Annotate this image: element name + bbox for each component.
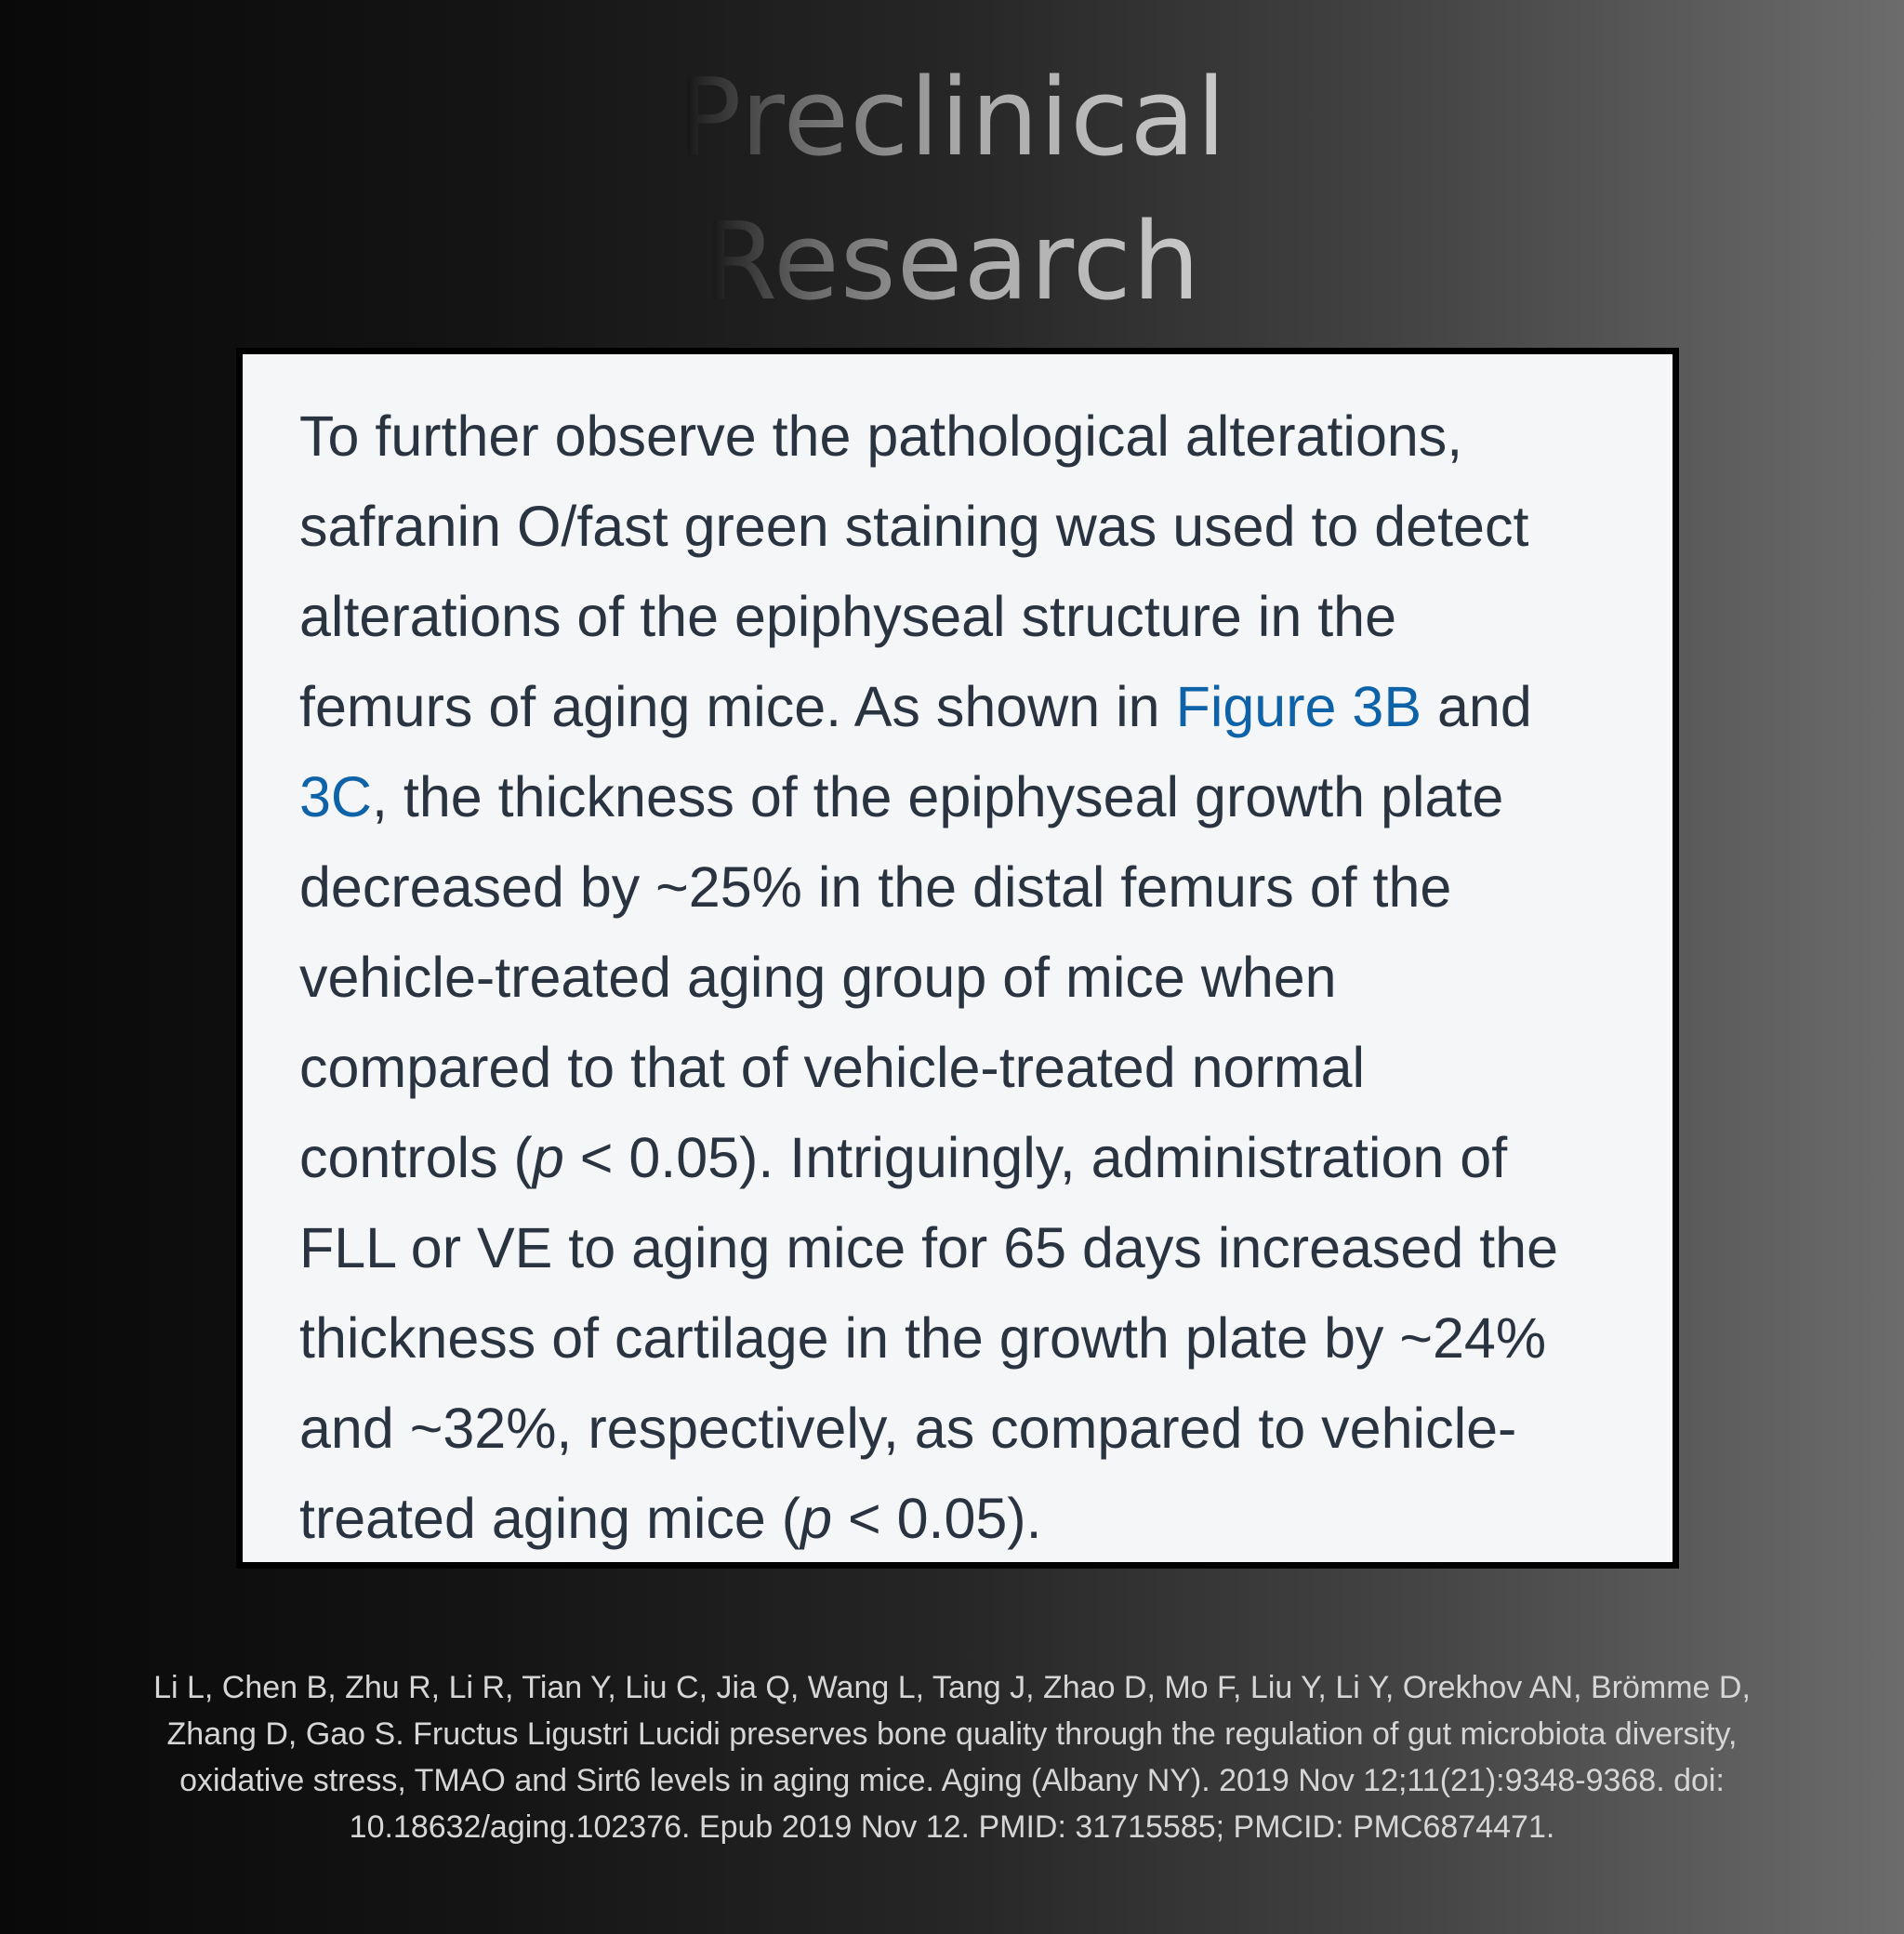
excerpt-line: FLL or VE to aging mice for 65 days increased the [299, 1216, 1559, 1279]
excerpt-text: < 0.05). [832, 1487, 1042, 1550]
excerpt-line: decreased by ~25% in the distal femurs of the [299, 855, 1452, 919]
excerpt-line: To further observe the pathological alterations, [299, 404, 1463, 468]
figure-3c-link[interactable]: 3C [299, 765, 372, 828]
excerpt-paragraph [299, 391, 1666, 1564]
excerpt-line: compared to that of vehicle-treated normal [299, 1036, 1366, 1099]
excerpt-line [299, 752, 1666, 842]
excerpt-text: treated aging mice ( [299, 1487, 801, 1550]
excerpt-text: femurs of aging mice. As shown in [299, 675, 1176, 738]
excerpt-line [299, 1474, 1666, 1564]
excerpt-line: and ~32%, respectively, as compared to vehicle- [299, 1397, 1517, 1460]
excerpt-line [299, 1113, 1666, 1203]
excerpt-text: controls ( [299, 1126, 533, 1189]
p-value-symbol: p [800, 1487, 833, 1550]
excerpt-text: and [1421, 675, 1532, 738]
excerpt-line: alterations of the epiphyseal structure in the [299, 585, 1397, 648]
excerpt-text: , the thickness of the epiphyseal growth plate [371, 765, 1504, 828]
figure-3b-link[interactable]: Figure 3B [1175, 675, 1422, 738]
excerpt-card [236, 348, 1679, 1569]
p-value-symbol: p [532, 1126, 564, 1189]
page-title [0, 46, 1904, 335]
excerpt-line [299, 662, 1666, 752]
citation: Li L, Chen B, Zhu R, Li R, Tian Y, Liu C, Jia Q, Wang L, Tang J, Zhao D, Mo F, Liu Y, Li Y, Orekhov AN, Brömme D, Zhang D, Gao S. Fructus Ligustri Lucidi preserves bone quality through the regulation of gut microbiota diversity, oxidative stress, TMAO and Sirt6 levels in aging mice. Aging (Albany NY). 2019 Nov 12;11(21):9348-9368. doi: 10.18632/aging.102376. Epub 2019 Nov 12. PMID: 31715585; PMCID: PMC6874471. [153, 1670, 1751, 1845]
excerpt-text: < 0.05). Intriguingly, administration of [563, 1126, 1508, 1189]
excerpt-line: thickness of cartilage in the growth plate by ~24% [299, 1306, 1547, 1370]
excerpt-line: safranin O/fast green staining was used to detect [299, 495, 1529, 558]
title-line-1: Preclinical [677, 46, 1226, 191]
excerpt-line: vehicle-treated aging group of mice when [299, 946, 1337, 1009]
title-line-2: Research [703, 191, 1201, 335]
